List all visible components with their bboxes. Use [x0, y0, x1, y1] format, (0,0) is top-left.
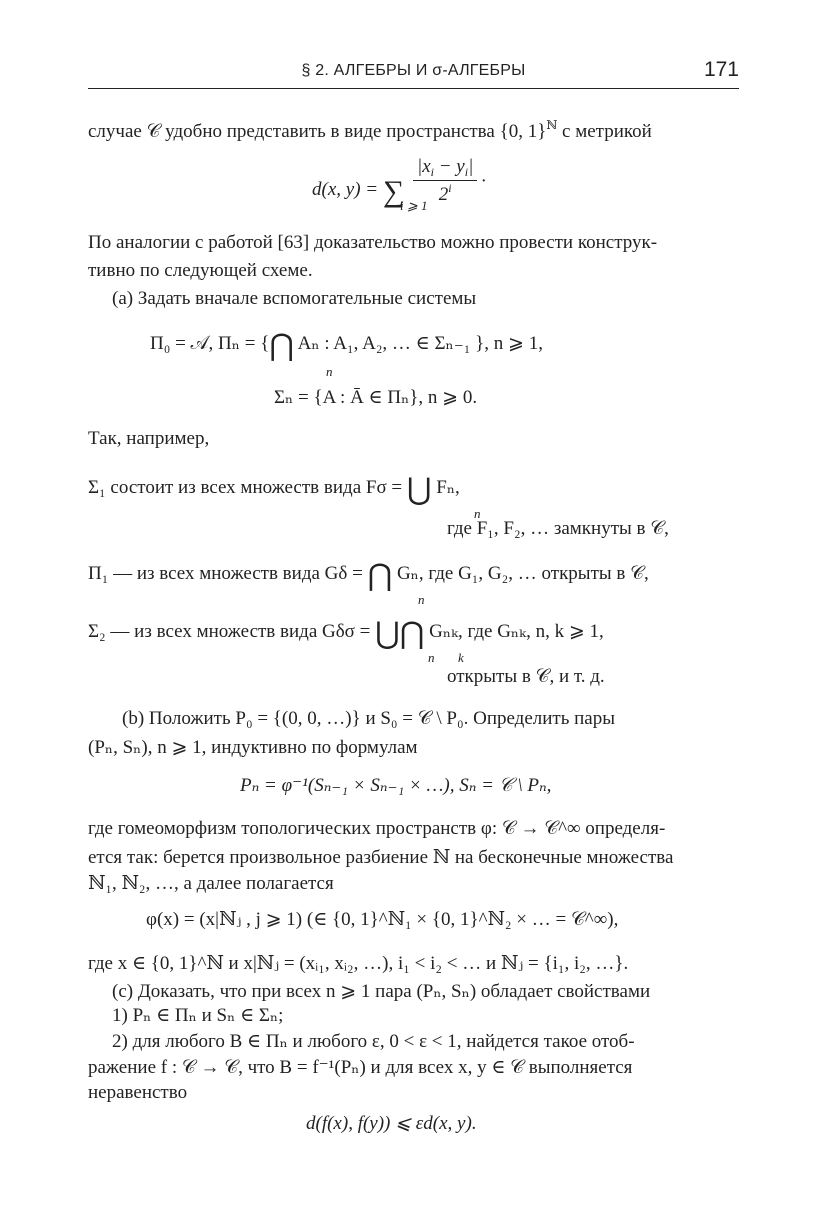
cup-under: n — [428, 650, 435, 665]
text-line-13: 1) Pₙ ∈ Πₙ и Sₙ ∈ Σₙ; — [112, 1005, 284, 1026]
formula-part: Π₀ = 𝒜, Πₙ = { — [150, 333, 270, 354]
fraction-denominator: 2$^i$ — [438, 181, 452, 205]
text-line-15: ражение f : 𝒞 → 𝒞, что B = f⁻¹(Pₙ) и для всех x, y ∈ 𝒞 выполняется — [88, 1057, 633, 1078]
text-line-1 — [88, 118, 652, 143]
page-number: 171 — [703, 58, 739, 81]
fraction-numerator: $|x_i - y_i|$ — [413, 156, 477, 181]
text-line-2: По аналогии с работой [63] доказательство можно провести конструк- — [88, 232, 658, 253]
pi1-line — [88, 558, 649, 593]
union-symbol: ⋃ — [375, 617, 400, 650]
sum-under: i ⩾ 1 — [400, 198, 428, 213]
formula-p: Pₙ = φ⁻¹(Sₙ₋₁ × Sₙ₋₁ × …), Sₙ = 𝒞 \ Pₙ, — [240, 775, 552, 796]
formula-pi — [150, 328, 543, 363]
text-line-11: где x ∈ {0, 1}^ℕ и x|ℕⱼ = (xᵢ₁, xᵢ₂, …), i₁ < i₂ < … и ℕⱼ = {i₁, i₂, …}. — [88, 953, 629, 974]
running-header — [88, 58, 739, 89]
text-segment: Σ₂ — из всех множеств вида Gδσ = — [88, 621, 376, 642]
cap-under: k — [458, 650, 464, 665]
running-title: § 2. АЛГЕБРЫ И σ-АЛГЕБРЫ — [301, 62, 526, 79]
cup-under: n — [474, 506, 481, 521]
intersection-symbol: ⋂ — [399, 617, 425, 650]
superscript: ℕ — [546, 118, 558, 132]
text-segment: Σ₁ состоит из всех множеств вида Fσ = — [88, 477, 407, 498]
union-symbol: ⋃ — [406, 473, 432, 506]
text-line-4: (a) Задать вначале вспомогательные системы — [112, 288, 477, 309]
text-segment: Gₙ, где G₁, G₂, … открыты в 𝒞, — [392, 563, 649, 584]
formula-lhs: d(x, y) = — [312, 179, 379, 201]
text-segment: Gₙₖ, где Gₙₖ, n, k ⩾ 1, — [424, 621, 604, 642]
text-line-16: неравенство — [88, 1082, 188, 1103]
sigma2-continued: открыты в 𝒞, и т. д. — [447, 666, 605, 687]
formula-inequality: d(f(x), f(y)) ⩽ εd(x, y). — [306, 1113, 477, 1134]
text-segment: Fₙ, — [431, 477, 460, 498]
cap-under: n — [418, 592, 425, 607]
intersection-symbol: ⋂ — [269, 329, 294, 362]
formula-part: Aₙ : A₁, A₂, … ∈ Σₙ₋₁ }, n ⩾ 1, — [293, 333, 543, 354]
text-segment: случае 𝒞 удобно представить в виде пространства {0, 1} — [88, 121, 547, 142]
text-line-6: (b) Положить P₀ = {(0, 0, …)} и S₀ = 𝒞 \ P₀. Определить пары — [122, 708, 615, 729]
sigma1-line — [88, 472, 460, 507]
intersection-symbol: ⋂ — [367, 559, 393, 592]
formula-sigma: Σₙ = {A : Ā ∈ Πₙ}, n ⩾ 0. — [274, 387, 478, 408]
text-segment: с метрикой — [557, 121, 652, 142]
sigma2-line — [88, 616, 604, 651]
text-line-5: Так, например, — [88, 428, 210, 449]
text-line-14: 2) для любого B ∈ Πₙ и любого ε, 0 < ε < 1, найдется такое отоб- — [112, 1031, 635, 1052]
sigma1-continued: где F₁, F₂, … замкнуты в 𝒞, — [447, 518, 669, 539]
text-line-12: (c) Доказать, что при всех n ⩾ 1 пара (Pₙ, Sₙ) обладает свойствами — [112, 981, 651, 1002]
text-line-9: ется так: берется произвольное разбиение ℕ на бесконечные множества — [88, 847, 674, 868]
formula-phi: φ(x) = (x|ℕⱼ , j ⩾ 1) (∈ {0, 1}^ℕ₁ × {0, 1}^ℕ₂ × … = 𝒞^∞), — [146, 909, 619, 930]
formula-metric: d(x, y) = ∑ $\frac{|x_i - y_i|}{2^i}$ . — [312, 156, 487, 209]
cap-under: n — [326, 364, 333, 379]
text-line-10: ℕ₁, ℕ₂, …, а далее полагается — [88, 873, 334, 894]
text-line-3: тивно по следующей схеме. — [88, 260, 313, 281]
text-line-7: (Pₙ, Sₙ), n ⩾ 1, индуктивно по формулам — [88, 737, 418, 758]
text-segment: Π₁ — из всех множеств вида Gδ = — [88, 563, 368, 584]
sum-symbol: ∑ — [382, 175, 405, 209]
text-line-8: где гомеоморфизм топологических пространств φ: 𝒞 → 𝒞^∞ определя- — [88, 818, 666, 839]
